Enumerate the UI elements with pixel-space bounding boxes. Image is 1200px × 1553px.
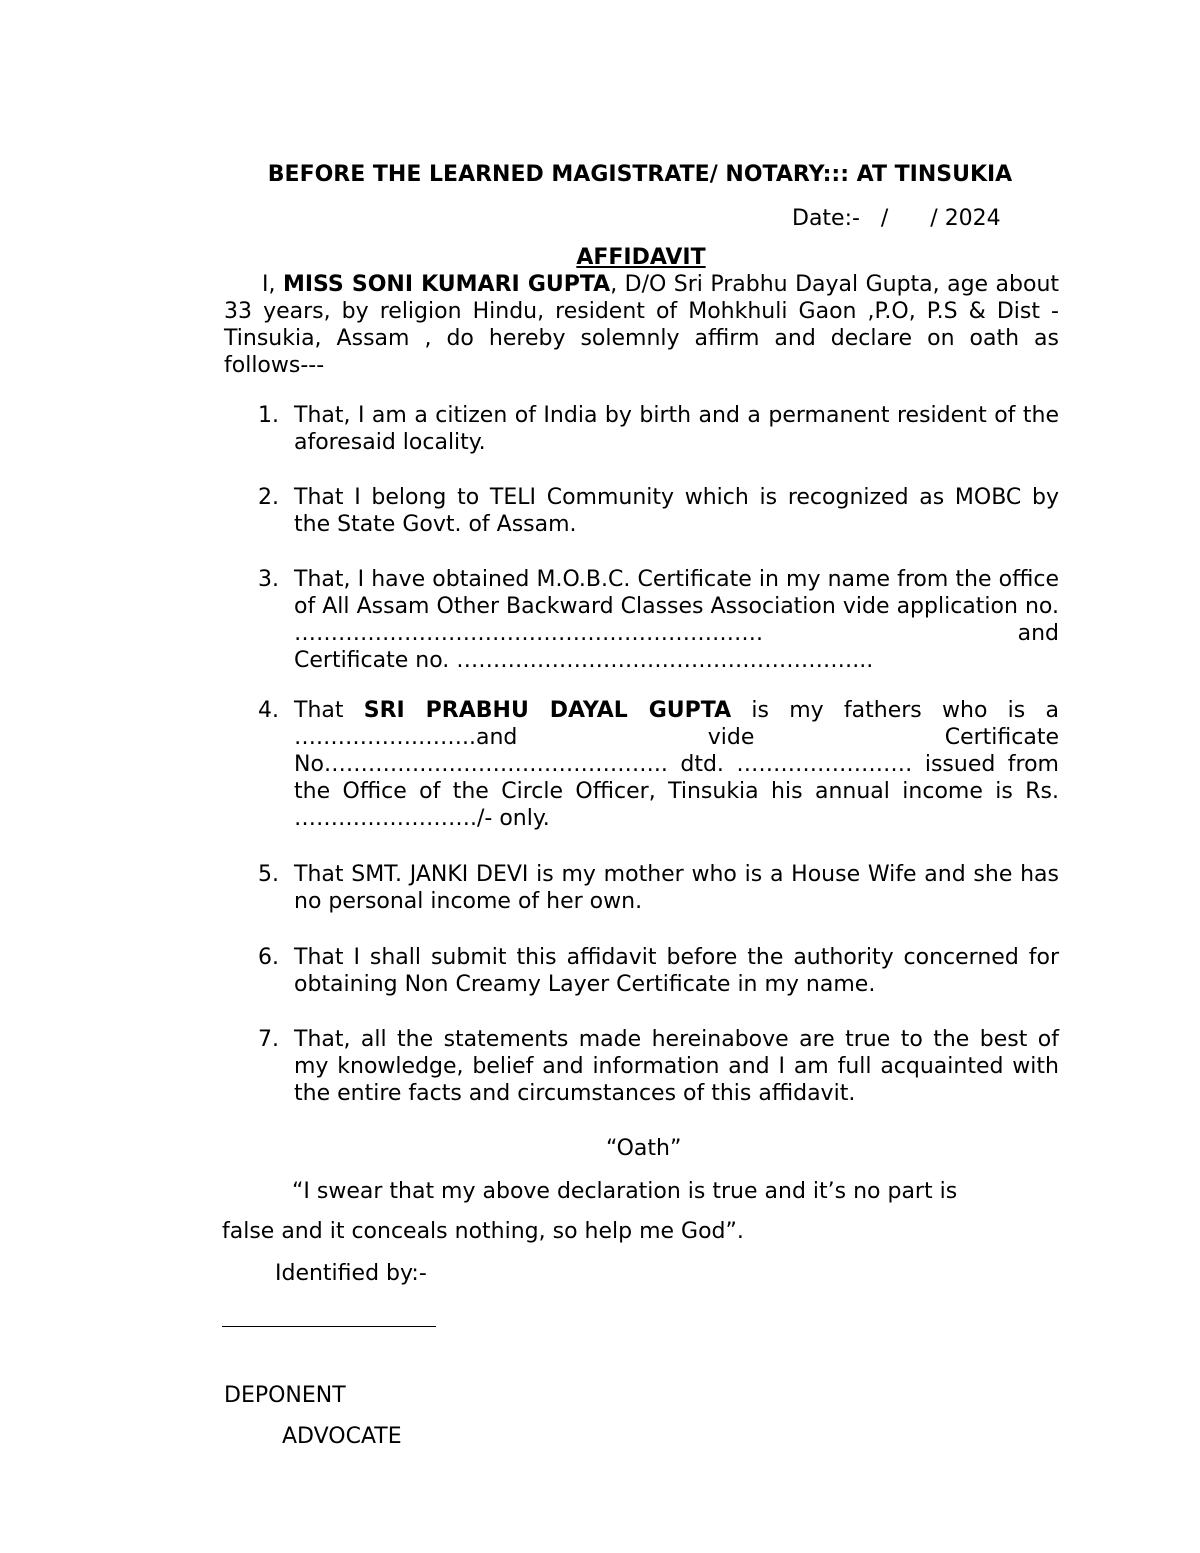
item-text: That, I have obtained M.O.B.C. Certificate in my name from the office of All Assam Other Backward Classes Association vide application no. ………………………………………………………. and: [294, 567, 1059, 646]
advocate-label: ADVOCATE: [282, 1424, 402, 1449]
item-text: That I shall submit this affidavit before the authority concerned for obtaining Non Creamy Layer Certificate in my name.: [294, 945, 1059, 997]
item-text-continued: Certificate no. ………………………………………………...: [294, 648, 874, 673]
item-number: 7.: [258, 1027, 279, 1052]
item-text: That SMT. JANKI DEVI is my mother who is a House Wife and she has no personal income of her own.: [294, 862, 1059, 914]
deponent-label: DEPONENT: [224, 1383, 346, 1408]
item-number: 1.: [258, 403, 279, 428]
intro-paragraph: [224, 271, 1059, 379]
item-text: That, all the statements made hereinabove are true to the best of my knowledge, belief and information and I am full acquainted with the entire facts and circumstances of this affidavit.: [294, 1027, 1059, 1106]
court-heading: BEFORE THE LEARNED MAGISTRATE/ NOTARY::: AT TINSUKIA: [267, 162, 1013, 187]
item-prefix: That: [294, 698, 364, 723]
document-title: AFFIDAVIT: [576, 245, 706, 270]
item-number: 3.: [258, 567, 279, 592]
item-text: [294, 697, 1059, 832]
item-text: That, I am a citizen of India by birth and a permanent resident of the aforesaid locality.: [294, 403, 1059, 455]
oath-line-1: “I swear that my above declaration is true and it’s no part is: [292, 1179, 958, 1204]
list-item: [258, 1026, 1059, 1107]
list-item: [258, 484, 1059, 538]
item-number: 5.: [258, 862, 279, 887]
list-item: [258, 697, 1059, 832]
list-item: [258, 566, 1059, 674]
item-text: That I belong to TELI Community which is recognized as MOBC by the State Govt. of Assam.: [294, 485, 1059, 537]
date-line: Date:- / / 2024: [792, 206, 1001, 231]
item-number: 6.: [258, 945, 279, 970]
intro-rest: , D/O Sri Prabhu Dayal Gupta, age about 33 years, by religion Hindu, resident of Mohkhuli Gaon ,P.O, P.S & Dist -Tinsukia, Assam , do hereby solemnly affirm and declare on oath as follows---: [224, 272, 1060, 378]
list-item: [258, 861, 1059, 915]
oath-title: “Oath”: [606, 1136, 682, 1161]
item-rest: is my fathers who is a ….………….……..and vide Certificate No……………………………………….. dtd. …………………… issued from the Office of the Circle Officer, Tinsukia his annual income is Rs. ……………………./- only.: [294, 698, 1059, 831]
list-item: [258, 402, 1059, 456]
list-item: [258, 944, 1059, 998]
item-number: 4.: [258, 698, 279, 723]
identified-by: Identified by:-: [275, 1261, 427, 1286]
intro-prefix: I,: [262, 272, 283, 297]
deponent-name: MISS SONI KUMARI GUPTA: [282, 272, 611, 297]
signature-line: [222, 1326, 436, 1327]
father-name: SRI PRABHU DAYAL GUPTA: [363, 698, 732, 723]
oath-line-2: false and it conceals nothing, so help me God”.: [222, 1219, 744, 1244]
item-number: 2.: [258, 485, 279, 510]
